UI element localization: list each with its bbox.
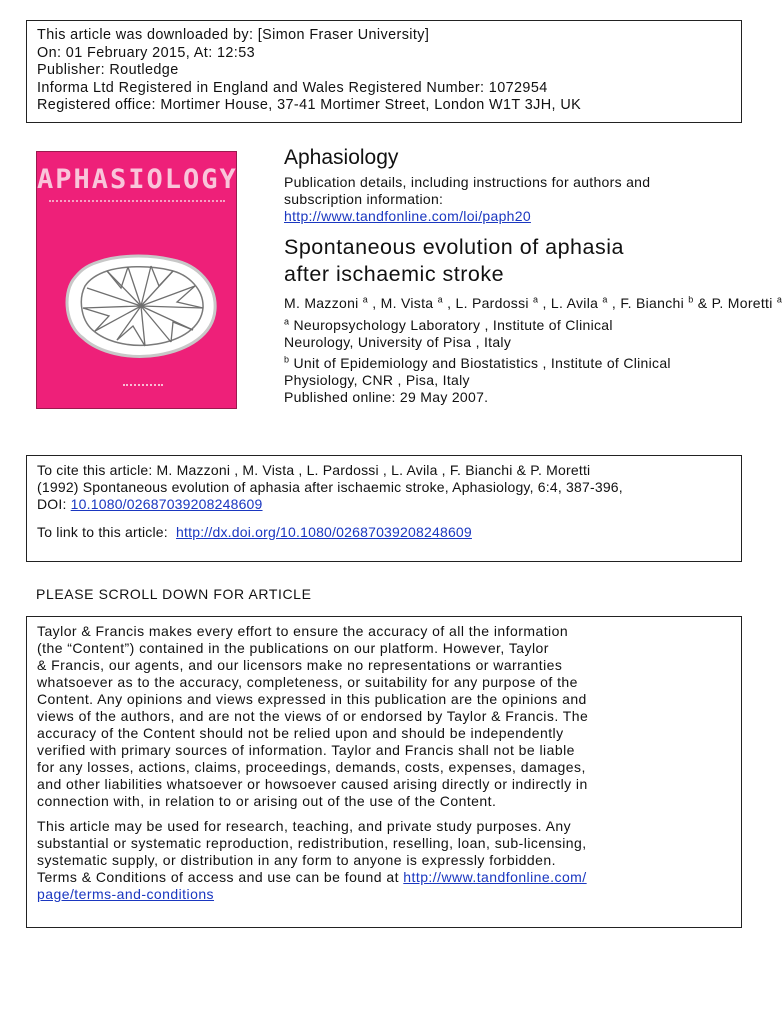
author-affiliation-mark: a [776, 294, 782, 305]
usage-line: This article may be used for research, teaching, and private study purposes. Any [37, 818, 572, 834]
affiliation-text: Neuropsychology Laboratory , Institute of Clinical [293, 317, 613, 333]
affiliation-mark: b [284, 354, 290, 365]
disclaimer-line: (the “Content”) contained in the publications on our platform. However, Taylor [37, 640, 549, 656]
disclaimer-line: verified with primary sources of information. Taylor and Francis shall not be liable [37, 742, 575, 758]
article-doi-url-link[interactable]: http://dx.doi.org/10.1080/02687039208248609 [176, 524, 472, 540]
author-list: M. Mazzoni $^a$ , M. Vista $^a$ , L. Pardossi $^a$ , L. Avila $^a$ , F. Bianchi $^b$ & P. Moretti $^a$ [284, 294, 782, 311]
disclaimer-paragraph [37, 623, 731, 810]
citation-line: To cite this article: M. Mazzoni , M. Vista , L. Pardossi , L. Avila , F. Bianchi & P. Moretti [37, 462, 591, 478]
citation-box [26, 455, 742, 562]
publisher-logo-mark [123, 384, 163, 391]
article-info [284, 145, 782, 406]
disclaimer-line: whatsoever as to the accuracy, completeness, or suitability for any purpose of the [37, 674, 578, 690]
disclaimer-line: for any losses, actions, claims, proceedings, demands, costs, expenses, damages, [37, 759, 586, 775]
download-date-line: On: 01 February 2015, At: 12:53 [37, 44, 255, 61]
citation-line: (1992) Spontaneous evolution of aphasia after ischaemic stroke, Aphasiology, 6:4, 387-396, [37, 479, 623, 495]
journal-name: Aphasiology [284, 146, 399, 169]
affiliation-mark: a [284, 316, 290, 327]
disclaimer-line: Content. Any opinions and views expressed in this publication are the opinions and [37, 691, 587, 707]
author-name: M. Mazzoni [284, 295, 359, 311]
article-title-line: Spontaneous evolution of aphasia [284, 235, 624, 259]
cover-subtitle-strip [49, 200, 225, 206]
download-line: This article was downloaded by: [Simon Fraser University] [37, 27, 430, 43]
author-affiliation-mark: b [688, 294, 694, 305]
publisher-line: Publisher: Routledge [37, 62, 179, 78]
link-label: To link to this article: [37, 524, 168, 540]
doi-label: DOI: [37, 496, 71, 512]
affiliation-text: Neurology, University of Pisa , Italy [284, 334, 512, 350]
author-name: F. Bianchi [620, 295, 685, 311]
publication-details-line: subscription information: [284, 191, 444, 207]
journal-url-link[interactable]: http://www.tandfonline.com/loi/paph20 [284, 208, 531, 224]
author-name: M. Vista [380, 295, 434, 311]
usage-line: systematic supply, or distribution in any form to anyone is expressly forbidden. [37, 852, 556, 868]
journal-cover-image [36, 151, 237, 409]
disclaimer-line: Taylor & Francis makes every effort to ensure the accuracy of all the information [37, 623, 569, 639]
registered-office-line: Registered office: Mortimer House, 37-41 Mortimer Street, London W1T 3JH, UK [37, 97, 582, 113]
publication-details-line: Publication details, including instructions for authors and [284, 174, 651, 190]
doi-link[interactable]: 10.1080/02687039208248609 [70, 496, 263, 512]
registration-line: Informa Ltd Registered in England and Wales Registered Number: 1072954 [37, 79, 548, 96]
publication-details [284, 174, 744, 225]
article-title [284, 234, 744, 288]
author-name: P. Moretti [711, 295, 773, 311]
author-affiliation-mark: a [533, 294, 539, 305]
disclaimer-box [26, 616, 742, 928]
terms-url-link-continued[interactable]: page/terms-and-conditions [37, 886, 215, 902]
disclaimer-line: & Francis, our agents, and our licensors make no representations or warranties [37, 657, 563, 673]
terms-url-link[interactable]: http://www.tandfonline.com/ [403, 869, 587, 885]
affiliation [284, 355, 744, 406]
disclaimer-line: views of the authors, and are not the views of or endorsed by Taylor & Francis. The [37, 708, 589, 724]
cover-title: APHASIOLOGY [37, 164, 238, 195]
author-affiliation-mark: a [437, 294, 443, 305]
download-notice-box [26, 20, 742, 123]
author-name: L. Avila [550, 295, 599, 311]
brain-outline-icon [53, 240, 223, 370]
terms-prefix: Terms & Conditions of access and use can be found at [37, 869, 404, 885]
published-date: Published online: 29 May 2007. [284, 389, 489, 405]
disclaimer-line: connection with, in relation to or arising out of the use of the Content. [37, 793, 497, 809]
usage-line: substantial or systematic reproduction, redistribution, reselling, loan, sub-licensing, [37, 835, 587, 851]
affiliation-text: Unit of Epidemiology and Biostatistics , Institute of Clinical [293, 355, 671, 371]
usage-terms-paragraph [37, 818, 731, 903]
affiliation-text: Physiology, CNR , Pisa, Italy [284, 372, 470, 388]
author-affiliation-mark: a [362, 294, 369, 305]
author-name: L. Pardossi [455, 295, 529, 311]
disclaimer-line: accuracy of the Content should not be relied upon and should be independently [37, 725, 564, 741]
author-affiliation-mark: a [602, 294, 608, 305]
scroll-down-notice: PLEASE SCROLL DOWN FOR ARTICLE [36, 586, 312, 602]
article-title-line: after ischaemic stroke [284, 262, 505, 286]
affiliation [284, 317, 744, 351]
disclaimer-line: and other liabilities whatsoever or howsoever caused arising directly or indirectly in [37, 776, 588, 792]
